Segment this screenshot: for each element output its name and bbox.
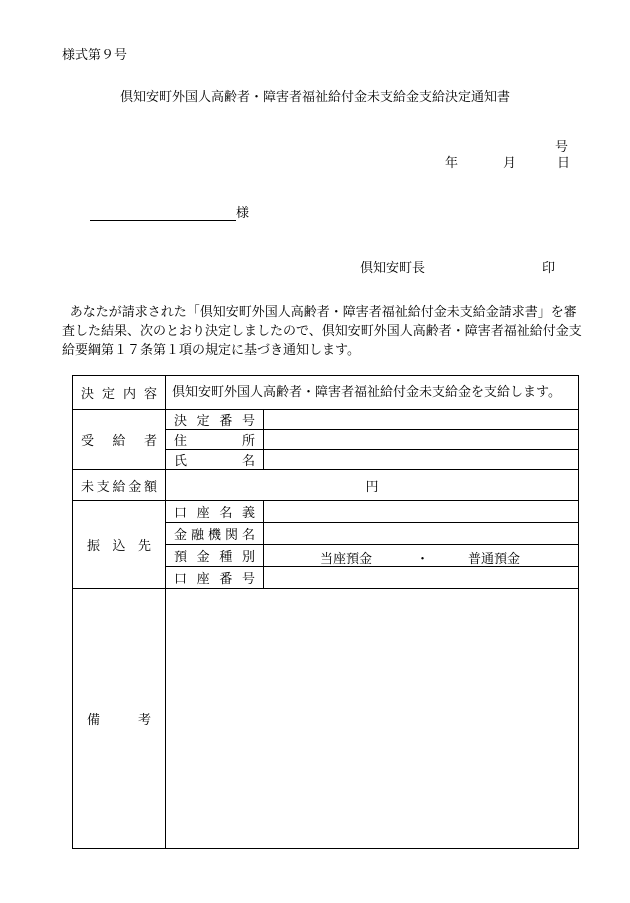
amount-label: 未支給金額	[73, 470, 166, 501]
account-number-label: 口座番号	[166, 567, 264, 589]
recipient-label: 受給者	[73, 410, 166, 470]
name-label: 氏名	[166, 450, 264, 470]
addressee-name-line	[90, 205, 236, 221]
name-field	[264, 450, 579, 470]
decision-table	[72, 375, 579, 849]
addressee	[90, 202, 249, 221]
deposit-option-separator: ・	[416, 552, 430, 567]
remarks-label: 備考	[73, 589, 166, 849]
address-field	[264, 430, 579, 450]
bank-name-field	[264, 523, 579, 545]
date-day: 日	[557, 156, 571, 171]
seal-mark: 印	[542, 261, 556, 276]
bank-name-label: 金融機関名	[166, 523, 264, 545]
decision-number-field	[264, 410, 579, 430]
account-holder-field	[264, 501, 579, 523]
deposit-option-current: 当座預金	[320, 552, 373, 567]
decision-label: 決定内容	[73, 376, 166, 410]
transfer-label: 振込先	[73, 501, 166, 589]
account-holder-label: 口座名義	[166, 501, 264, 523]
document-title: 倶知安町外国人高齢者・障害者福祉給付金未支給金支給決定通知書	[119, 90, 510, 105]
decision-number-label: 決定番号	[166, 410, 264, 430]
deposit-type-options	[264, 545, 579, 567]
sender-title: 倶知安町長	[360, 261, 426, 276]
deposit-option-ordinary: 普通預金	[468, 552, 521, 567]
address-label: 住所	[166, 430, 264, 450]
issue-number-suffix: 号	[555, 140, 569, 155]
form-number: 様式第９号	[62, 48, 128, 63]
date-year: 年	[445, 156, 459, 171]
account-number-field	[264, 567, 579, 589]
decision-value: 倶知安町外国人高齢者・障害者福祉給付金未支給金を支給します。	[166, 376, 579, 410]
notification-body: あなたが請求された「倶知安町外国人高齢者・障害者福祉給付金未支給金請求書」を審査した結果、次のとおり決定しましたので、倶知安町外国人高齢者・障害者福祉給付金支給要綱第１７条第１項の規定に基づき通知します。	[62, 305, 582, 358]
amount-unit: 円	[166, 470, 579, 501]
date-month: 月	[503, 156, 517, 171]
remarks-field	[166, 589, 579, 849]
addressee-honorific: 様	[236, 206, 250, 221]
deposit-type-label: 預金種別	[166, 545, 264, 567]
